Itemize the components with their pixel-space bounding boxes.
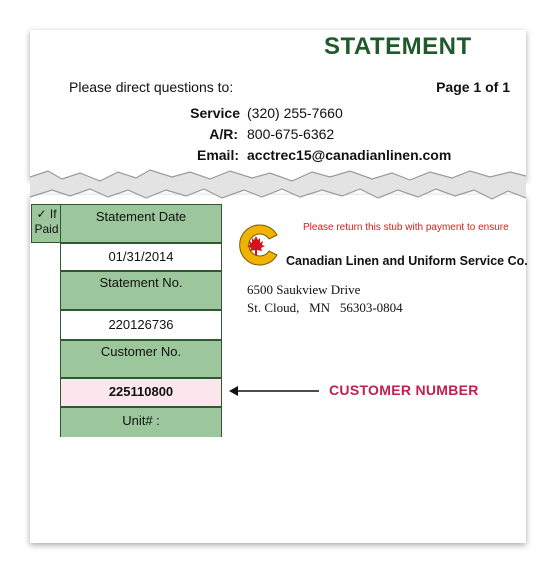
if-paid-cell (31, 204, 61, 243)
callout-arrow-icon (228, 384, 320, 398)
statement-date-cell (60, 243, 222, 271)
address-line-1: 6500 Saukview Drive (247, 282, 361, 297)
page-indicator: Page 1 of 1 (436, 79, 510, 95)
if-paid-label: ✓ If Paid (34, 207, 59, 236)
customer-no-header (60, 340, 222, 378)
address-line-2: St. Cloud, MN 56303-0804 (247, 300, 403, 315)
statement-no-label: Statement No. (99, 275, 183, 290)
canadian-linen-logo-icon (236, 222, 282, 268)
statement-date-value: 01/31/2014 (108, 249, 174, 264)
customer-number-callout: CUSTOMER NUMBER (329, 382, 479, 398)
customer-no-value: 225110800 (108, 384, 174, 399)
statement-no-value: 220126736 (108, 317, 174, 332)
statement-no-header (60, 271, 222, 310)
statement-date-header (60, 204, 222, 243)
direct-questions-label: Please direct questions to: (69, 79, 234, 95)
unit-label: Unit# : (122, 413, 160, 428)
customer-no-cell (60, 378, 222, 407)
company-name: Canadian Linen and Uniform Service Co. (286, 254, 528, 268)
service-phone: (320) 255-7660 (247, 105, 343, 121)
return-stub-note: Please return this stub with payment to ensure (303, 222, 509, 233)
service-label: Service (190, 105, 240, 121)
email-address: acctrec15@canadianlinen.com (247, 147, 452, 163)
ar-label: A/R: (209, 126, 238, 142)
statement-title: STATEMENT (324, 33, 472, 60)
ar-phone: 800-675-6362 (247, 126, 335, 142)
statement-no-cell (60, 310, 222, 340)
customer-no-label: Customer No. (100, 344, 182, 359)
unit-header (60, 407, 222, 437)
statement-date-label: Statement Date (95, 209, 187, 224)
email-label: Email: (196, 147, 239, 163)
torn-edge (0, 163, 560, 208)
